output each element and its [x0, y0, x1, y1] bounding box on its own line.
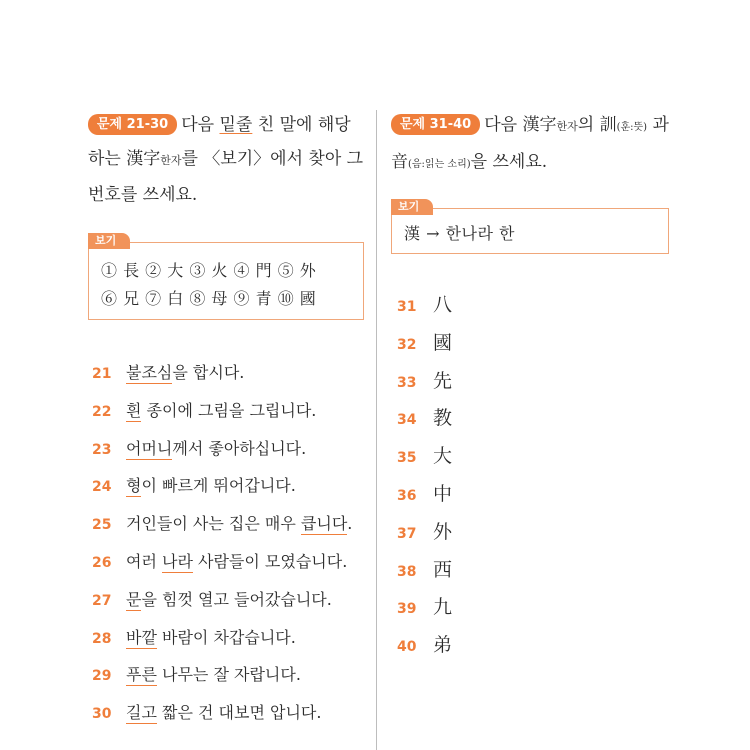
question-badge-21-30: 문제 21-30	[88, 114, 177, 135]
question-24: 24 형이 빠르게 뛰어갑니다.	[92, 476, 296, 496]
hanja-item-36: 36 中	[397, 482, 453, 505]
question-29: 29 푸른 나무는 잘 자랍니다.	[92, 665, 301, 685]
question-30: 30 길고 짧은 건 대보면 압니다.	[92, 703, 322, 723]
underline-word: 밑줄	[219, 115, 253, 135]
hanja-item-32: 32 國	[397, 331, 453, 354]
bogi-label: 보기	[391, 199, 433, 215]
bogi-box-left	[88, 234, 364, 320]
question-list-21-30	[88, 360, 364, 738]
hanja-item-37: 37 外	[397, 520, 453, 543]
hanja-item-31: 31 八	[397, 294, 453, 316]
hanja-item-39: 39 九	[397, 596, 453, 619]
hanja-item-40: 40 弟	[397, 634, 453, 657]
bogi-example: 漢 → 한나라 한	[404, 224, 515, 243]
question-21: 21 불조심을 합시다.	[92, 363, 245, 382]
right-column	[391, 108, 669, 668]
instruction-31-40: 문제 31-40 다음 漢字한자의 訓(훈:뜻) 과 音(음:읽는 소리)을 쓰세요.	[391, 115, 669, 172]
question-badge-31-40: 문제 31-40	[391, 114, 480, 135]
question-26: 26 여러 나라 사람들이 모였습니다.	[92, 551, 348, 571]
left-column	[88, 108, 364, 738]
hanja-list-31-40	[391, 290, 669, 668]
hanja-item-33: 33 先	[397, 369, 453, 392]
hanja-item-35: 35 大	[397, 445, 453, 468]
question-25: 25 거인들이 사는 집은 매우 큽니다.	[92, 514, 353, 534]
bogi-row-2: ⑥ 兄 ⑦ 白 ⑧ 母 ⑨ 青 ⑩ 國	[101, 289, 317, 308]
instruction-21-30: 문제 21-30 다음 밑줄 친 말에 해당하는 漢字한자를 〈보기〉에서 찾아 그 번호를 쓰세요.	[88, 115, 364, 205]
question-23: 23 어머니께서 좋아하십니다.	[92, 438, 307, 458]
column-divider	[376, 110, 377, 750]
bogi-row-1: ① 長 ② 大 ③ 火 ④ 門 ⑤ 外	[101, 261, 317, 280]
question-27: 27 문을 힘껏 열고 들어갔습니다.	[92, 589, 332, 609]
hanja-item-38: 38 西	[397, 558, 453, 581]
bogi-label: 보기	[88, 233, 130, 249]
question-28: 28 바깥 바람이 차갑습니다.	[92, 627, 296, 647]
question-22: 22 흰 종이에 그림을 그립니다.	[92, 400, 317, 420]
bogi-box-right	[391, 200, 669, 254]
hanja-item-34: 34 教	[397, 407, 453, 430]
